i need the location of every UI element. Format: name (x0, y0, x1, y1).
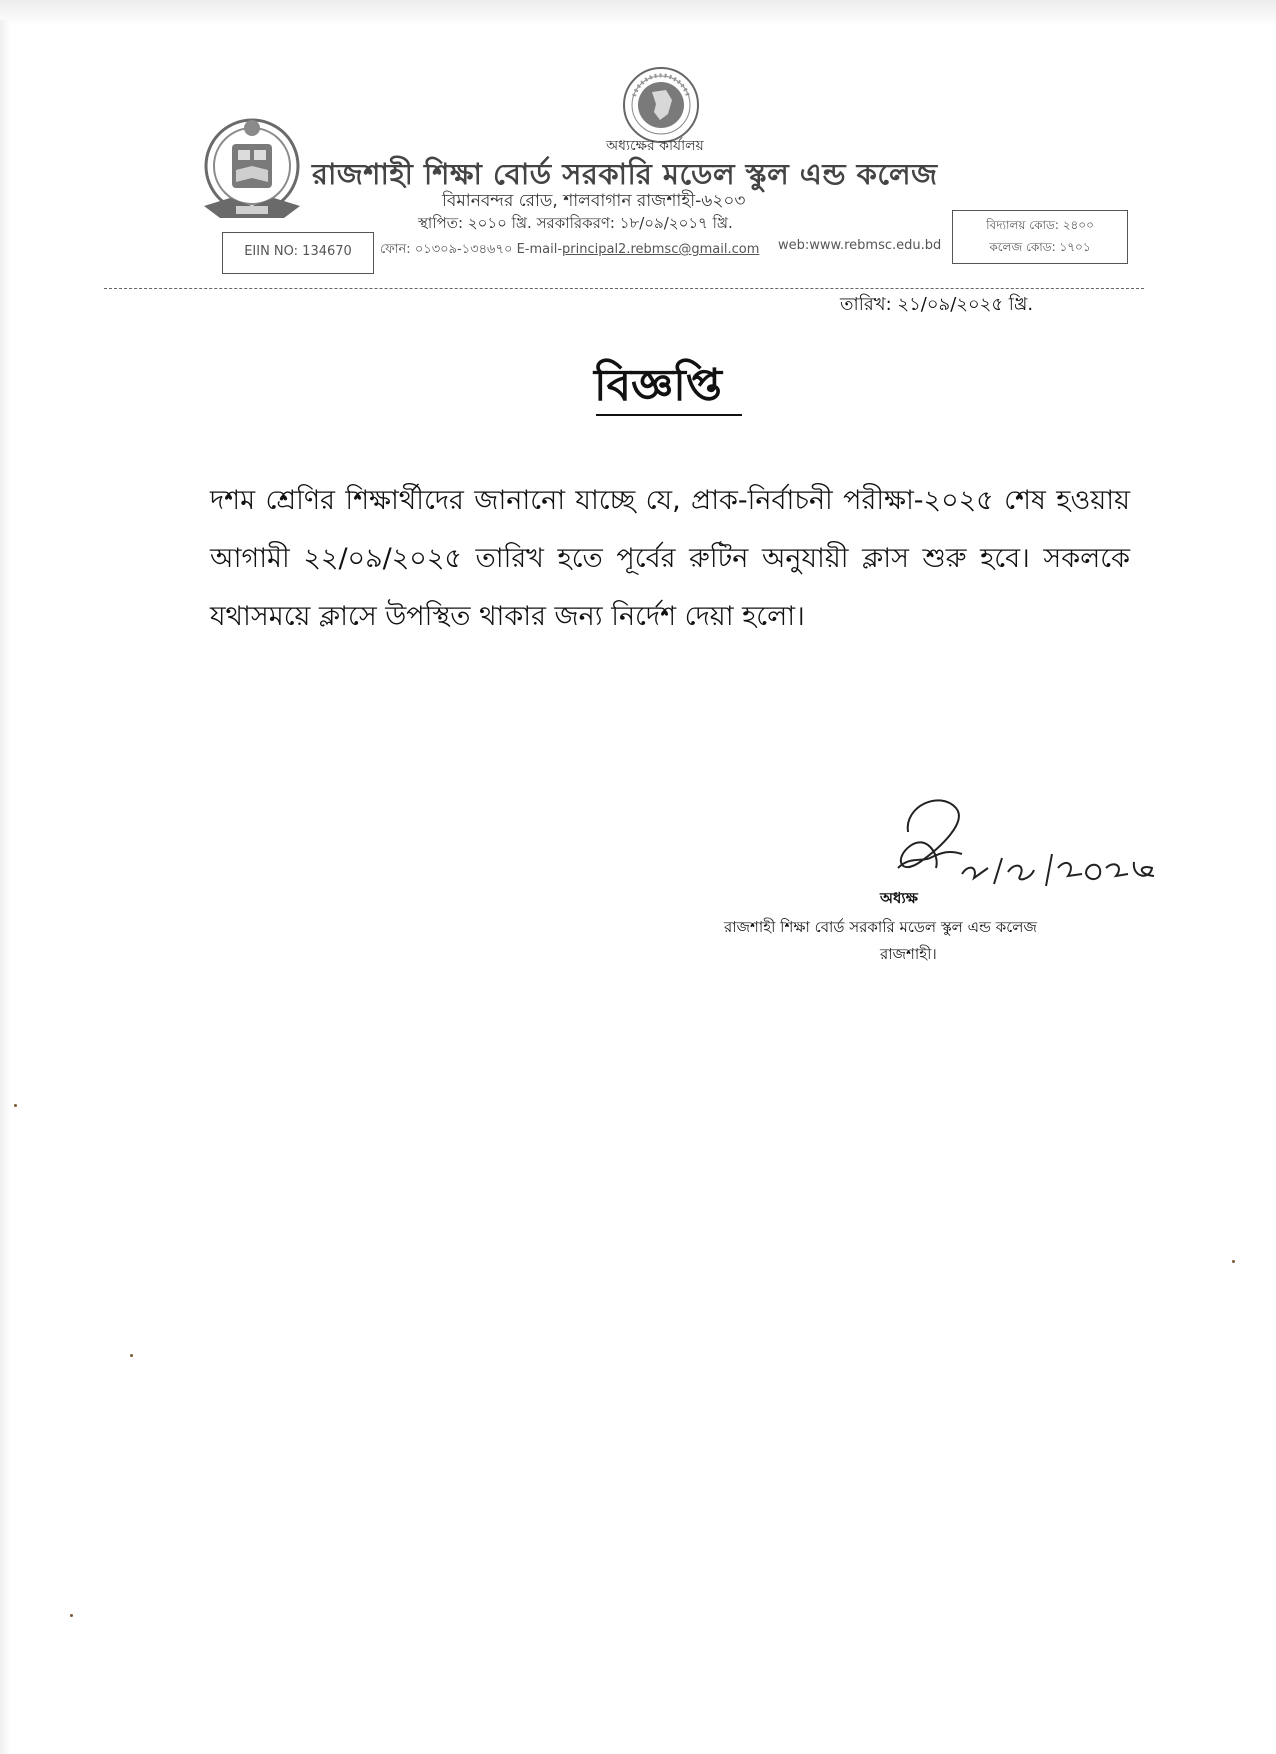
school-crest-logo-icon (200, 110, 304, 230)
eiin-number: EIIN NO: 134670 (244, 244, 352, 259)
notice-body: দশম শ্রেণির শিক্ষার্থীদের জানানো যাচ্ছে যে, প্রাক-নির্বাচনী পরীক্ষা-২০২৫ শেষ হওয়ায় আগামী ২২/০৯/২০২৫ তারিখ হতে পূর্বের রুটিন অনুযায়ী ক্লাস শুরু হবে। সকলকে যথাসময়ে ক্লাসে উপস্থিত থাকার জন্য নির্দেশ দেয়া হলো। (210, 485, 1130, 632)
school-code: বিদ্যালয় কোড: ২৪০০ (986, 218, 1094, 232)
email-address: principal2.rebmsc@gmail.com (562, 242, 760, 257)
scan-speck (14, 1104, 17, 1107)
signatory-school: রাজশাহী শিক্ষা বোর্ড সরকারি মডেল স্কুল এন্ড কলেজ (724, 918, 1037, 936)
notice-date: তারিখ: ২১/০৯/২০২৫ খ্রি. (840, 294, 1034, 315)
phone-number: ফোন: ০১৩০৯-১৩৪৬৭০ (380, 242, 513, 257)
scan-speck (1232, 1260, 1235, 1263)
scan-speck (70, 1614, 73, 1617)
scan-speck (130, 1354, 133, 1357)
college-code: কলেজ কোড: ১৭০১ (989, 240, 1091, 254)
code-box (952, 210, 1128, 264)
scan-top-edge (0, 0, 1276, 26)
scan-left-edge (0, 20, 10, 1754)
eiin-box (222, 232, 374, 274)
school-address: বিমানবন্দর রোড, শালবাগান রাজশাহী-৬২০৩ (442, 191, 746, 211)
website: web:www.rebmsc.edu.bd (778, 238, 942, 253)
email-label: E-mail- (516, 242, 563, 257)
notice-title: বিজ্ঞপ্তি (594, 360, 722, 411)
contact-line (380, 240, 759, 261)
school-name-heading: রাজশাহী শিক্ষা বোর্ড সরকারি মডেল স্কুল এন্ড কলেজ (312, 157, 938, 191)
header-divider (104, 288, 1144, 289)
title-underline (596, 414, 742, 416)
office-label: অধ্যক্ষের কার্যালয় (606, 138, 704, 154)
established-info: স্থাপিত: ২০১০ খ্রি. সরকারিকরণ: ১৮/০৯/২০১৭ খ্রি. (418, 214, 733, 232)
bangladesh-government-seal-icon (622, 66, 700, 144)
signatory-city: রাজশাহী। (880, 945, 937, 963)
signatory-title: অধ্যক্ষ (880, 889, 918, 907)
